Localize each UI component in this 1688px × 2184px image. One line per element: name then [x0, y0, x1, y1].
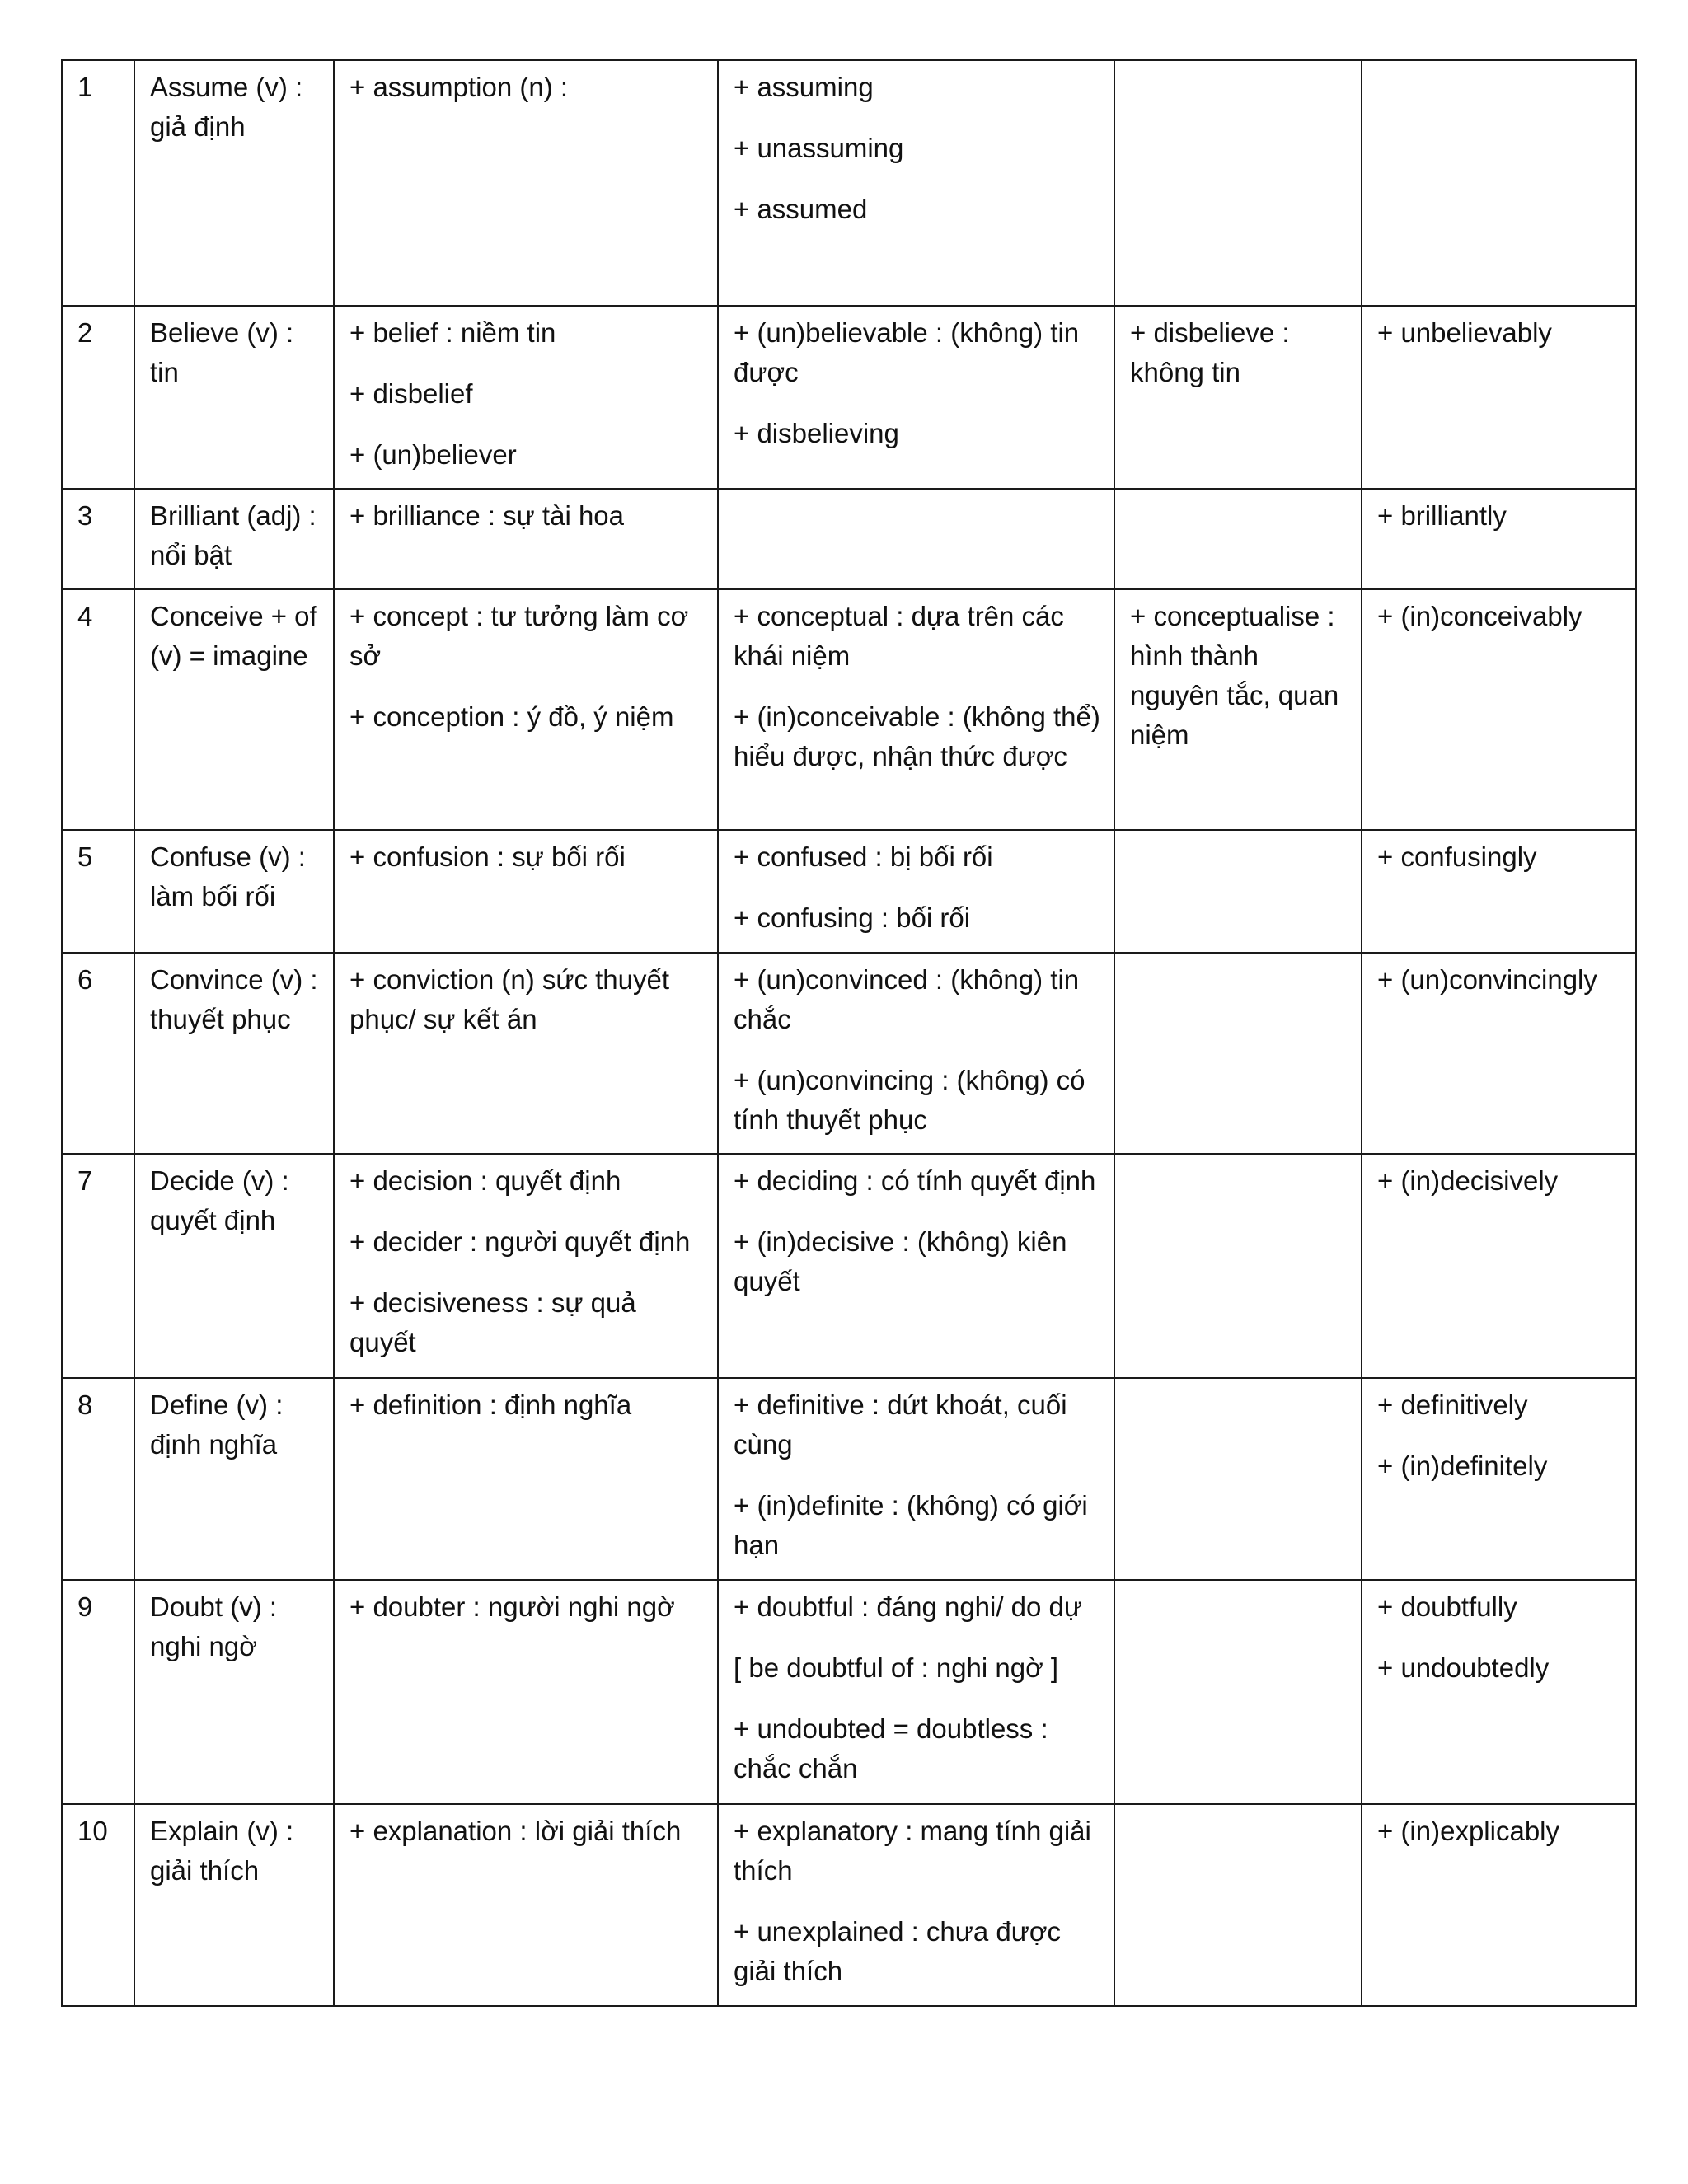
row-number: 5: [77, 841, 93, 872]
row-number-cell: [62, 1154, 134, 1378]
adjective-forms-cell: [718, 589, 1114, 830]
row-number-cell: [62, 589, 134, 830]
headword-cell: [134, 60, 334, 306]
table-row: [62, 953, 1636, 1154]
adjective-forms-cell: [718, 489, 1114, 589]
noun-form: + doubter : người nghi ngờ: [349, 1591, 675, 1622]
row-number-cell: [62, 306, 134, 489]
adjective-form: + deciding : có tính quyết định: [734, 1165, 1096, 1196]
noun-forms-cell: [334, 1154, 718, 1378]
adjective-form: + doubtful : đáng nghi/ do dự: [734, 1591, 1083, 1622]
noun-forms-cell: [334, 306, 718, 489]
verb-forms-cell: [1114, 830, 1362, 953]
verb-forms-cell: [1114, 1378, 1362, 1580]
adverb-form: + (in)decisively: [1377, 1165, 1559, 1196]
adverb-forms-cell: [1362, 489, 1636, 589]
adverb-form: + confusingly: [1377, 841, 1537, 872]
headword-cell: [134, 1378, 334, 1580]
adjective-forms-cell: [718, 1804, 1114, 2006]
adverb-form: + doubtfully: [1377, 1591, 1517, 1622]
adjective-form: + confused : bị bối rối: [734, 841, 993, 872]
row-number-cell: [62, 1378, 134, 1580]
table-row: [62, 60, 1636, 306]
headword-cell: [134, 1154, 334, 1378]
noun-form: + (un)believer: [349, 439, 517, 470]
table-row: [62, 489, 1636, 589]
adverb-form: + (in)explicably: [1377, 1816, 1560, 1846]
adverb-form: + undoubtedly: [1377, 1652, 1550, 1683]
adjective-form: + (un)believable : (không) tin được: [734, 317, 1080, 387]
noun-forms-cell: [334, 830, 718, 953]
adjective-form: + disbelieving: [734, 418, 899, 448]
noun-form: + conviction (n) sức thuyết phục/ sự kết án: [349, 964, 670, 1034]
adverb-form: + brilliantly: [1377, 500, 1507, 531]
noun-form: + definition : định nghĩa: [349, 1390, 632, 1420]
adjective-form: [ be doubtful of : nghi ngờ ]: [734, 1652, 1059, 1683]
headword: Define (v) : định nghĩa: [150, 1390, 284, 1460]
noun-forms-cell: [334, 60, 718, 306]
adjective-forms-cell: [718, 1580, 1114, 1804]
row-number-cell: [62, 953, 134, 1154]
adjective-forms-cell: [718, 830, 1114, 953]
adverb-forms-cell: [1362, 60, 1636, 306]
headword: Confuse (v) : làm bối rối: [150, 841, 306, 912]
noun-form: + decider : người quyết định: [349, 1226, 691, 1257]
row-number: 7: [77, 1165, 93, 1196]
table-row: [62, 589, 1636, 830]
noun-form: + decisiveness : sự quả quyết: [349, 1287, 636, 1357]
adjective-form: + (in)definite : (không) có giới hạn: [734, 1490, 1088, 1560]
adverb-form: + unbelievably: [1377, 317, 1552, 348]
noun-forms-cell: [334, 1804, 718, 2006]
headword: Conceive + of (v) = imagine: [150, 601, 317, 671]
headword: Brilliant (adj) : nổi bật: [150, 500, 316, 570]
adverb-forms-cell: [1362, 1580, 1636, 1804]
headword: Assume (v) : giả định: [150, 72, 303, 142]
vocabulary-table: [61, 59, 1637, 2007]
adverb-forms-cell: [1362, 953, 1636, 1154]
headword: Convince (v) : thuyết phục: [150, 964, 318, 1034]
verb-forms-cell: [1114, 1804, 1362, 2006]
adverb-forms-cell: [1362, 1804, 1636, 2006]
adjective-forms-cell: [718, 1378, 1114, 1580]
adjective-form: + (un)convincing : (không) có tính thuyết phục: [734, 1065, 1085, 1135]
verb-forms-cell: [1114, 489, 1362, 589]
adverb-form: + (in)definitely: [1377, 1451, 1548, 1481]
headword: Doubt (v) : nghi ngờ: [150, 1591, 278, 1661]
vocabulary-table-body: [62, 60, 1636, 2006]
verb-form: + disbelieve : không tin: [1130, 317, 1290, 387]
table-row: [62, 306, 1636, 489]
adjective-forms-cell: [718, 953, 1114, 1154]
adjective-form: + (in)conceivable : (không thể) hiểu được, nhận thức được: [734, 701, 1100, 771]
headword-cell: [134, 830, 334, 953]
adverb-forms-cell: [1362, 1154, 1636, 1378]
row-number-cell: [62, 60, 134, 306]
adjective-form: + definitive : dứt khoát, cuối cùng: [734, 1390, 1067, 1460]
headword-cell: [134, 589, 334, 830]
table-row: [62, 1378, 1636, 1580]
row-number: 1: [77, 72, 93, 102]
verb-forms-cell: [1114, 60, 1362, 306]
verb-forms-cell: [1114, 1580, 1362, 1804]
row-number-cell: [62, 1580, 134, 1804]
adjective-form: + (in)decisive : (không) kiên quyết: [734, 1226, 1067, 1296]
headword: Decide (v) : quyết định: [150, 1165, 289, 1235]
row-number-cell: [62, 489, 134, 589]
adjective-form: + assuming: [734, 72, 874, 102]
table-row: [62, 1580, 1636, 1804]
adverb-forms-cell: [1362, 306, 1636, 489]
row-number: 6: [77, 964, 93, 995]
noun-forms-cell: [334, 1580, 718, 1804]
noun-forms-cell: [334, 1378, 718, 1580]
noun-form: + brilliance : sự tài hoa: [349, 500, 625, 531]
table-row: [62, 1154, 1636, 1378]
headword: Explain (v) : giải thích: [150, 1816, 294, 1886]
adverb-form: + definitively: [1377, 1390, 1528, 1420]
verb-forms-cell: [1114, 589, 1362, 830]
row-number: 8: [77, 1390, 93, 1420]
row-number: 9: [77, 1591, 93, 1622]
verb-forms-cell: [1114, 306, 1362, 489]
adjective-form: + unassuming: [734, 133, 904, 163]
adjective-form: + (un)convinced : (không) tin chắc: [734, 964, 1080, 1034]
headword-cell: [134, 306, 334, 489]
row-number: 10: [77, 1816, 108, 1846]
adjective-form: + conceptual : dựa trên các khái niệm: [734, 601, 1064, 671]
verb-form: + conceptualise : hình thành nguyên tắc, quan niệm: [1130, 601, 1339, 750]
row-number: 2: [77, 317, 93, 348]
row-number-cell: [62, 1804, 134, 2006]
adjective-form: + confusing : bối rối: [734, 902, 971, 933]
headword-cell: [134, 1580, 334, 1804]
noun-form: + conception : ý đồ, ý niệm: [349, 701, 674, 732]
row-number: 3: [77, 500, 93, 531]
headword: Believe (v) : tin: [150, 317, 294, 387]
adjective-form: + unexplained : chưa được giải thích: [734, 1916, 1061, 1986]
adverb-form: + (un)convincingly: [1377, 964, 1597, 995]
noun-form: + concept : tư tưởng làm cơ sở: [349, 601, 689, 671]
adverb-forms-cell: [1362, 1378, 1636, 1580]
table-row: [62, 830, 1636, 953]
noun-form: + decision : quyết định: [349, 1165, 621, 1196]
adjective-forms-cell: [718, 60, 1114, 306]
noun-forms-cell: [334, 953, 718, 1154]
row-number: 4: [77, 601, 93, 631]
verb-forms-cell: [1114, 953, 1362, 1154]
noun-form: + disbelief: [349, 378, 473, 409]
adverb-forms-cell: [1362, 589, 1636, 830]
adjective-form: + explanatory : mang tính giải thích: [734, 1816, 1091, 1886]
headword-cell: [134, 953, 334, 1154]
adjective-forms-cell: [718, 306, 1114, 489]
headword-cell: [134, 1804, 334, 2006]
noun-forms-cell: [334, 489, 718, 589]
headword-cell: [134, 489, 334, 589]
adjective-form: + assumed: [734, 194, 868, 224]
row-number-cell: [62, 830, 134, 953]
adverb-form: + (in)conceivably: [1377, 601, 1582, 631]
adjective-form: + undoubted = doubtless : chắc chắn: [734, 1713, 1048, 1783]
noun-forms-cell: [334, 589, 718, 830]
table-row: [62, 1804, 1636, 2006]
noun-form: + explanation : lời giải thích: [349, 1816, 682, 1846]
noun-form: + belief : niềm tin: [349, 317, 556, 348]
adverb-forms-cell: [1362, 830, 1636, 953]
adjective-forms-cell: [718, 1154, 1114, 1378]
noun-form: + assumption (n) :: [349, 72, 569, 102]
noun-form: + confusion : sự bối rối: [349, 841, 626, 872]
verb-forms-cell: [1114, 1154, 1362, 1378]
